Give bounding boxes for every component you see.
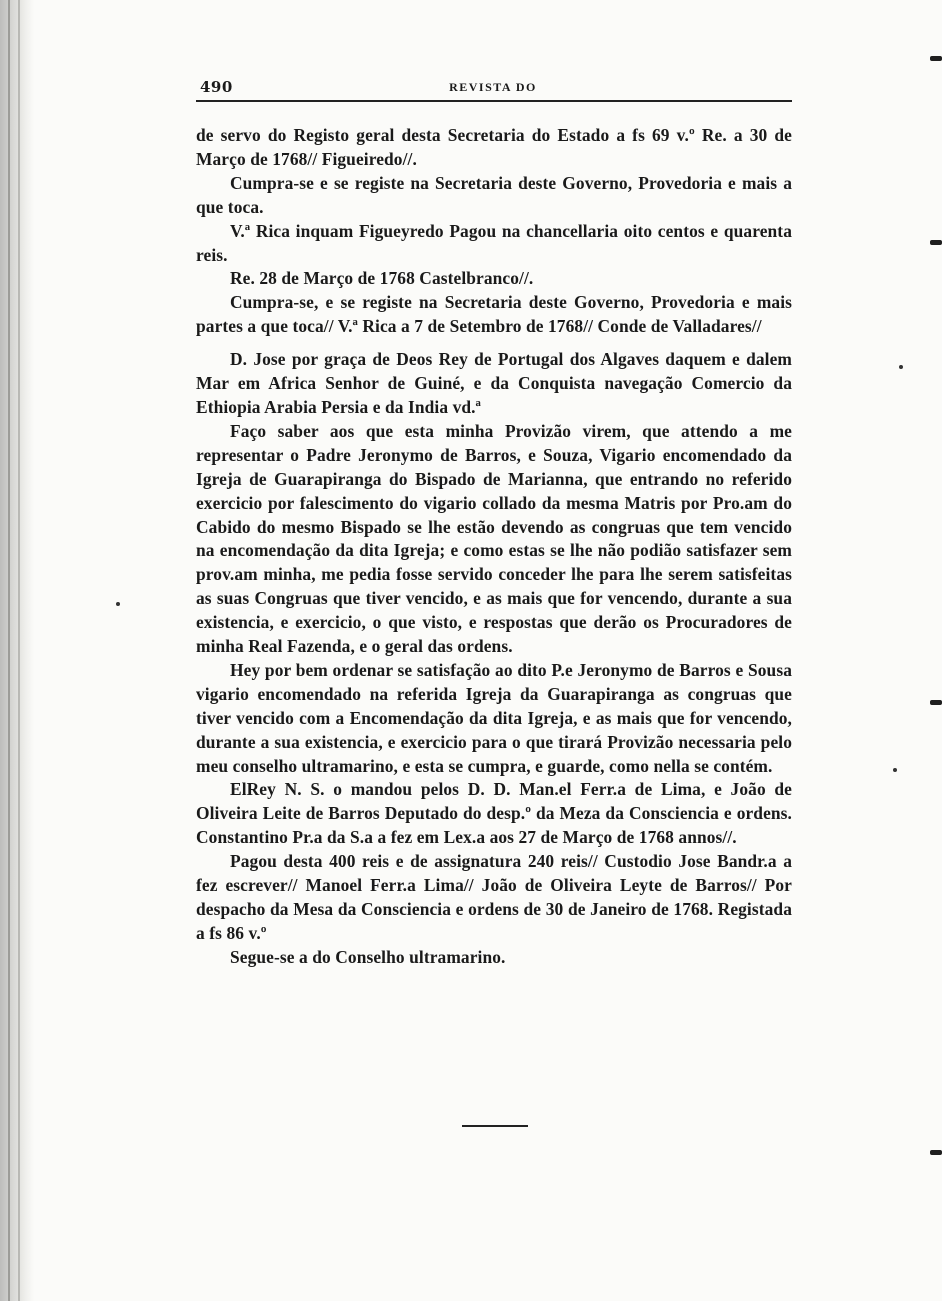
paragraph: Segue-se a do Conselho ultramarino. — [230, 946, 506, 967]
running-head: REVISTA DO — [449, 80, 537, 94]
scan-edge-mark — [930, 1150, 942, 1155]
scan-speck — [893, 768, 897, 772]
header-rule — [196, 100, 792, 102]
page-number: 490 — [200, 78, 233, 96]
paragraph: Faço saber aos que esta minha Provizão virem, que attendo a me representar o Padre Jeronymo de Barros, e Souza, Vigario encomendado da Igreja de Guarapiranga do Bispado de Marianna, que entrando no referido exercicio por falescimento do vigario collado da mesma Matris por Pro.am do Cabido do mesmo Bispado se lhe estão devendo as congruas que tem vencido na encomendação da dita Igreja; e como estas se lhe não podião satisfazer sem prov.am minha, me pedia fosse servido conceder lhe para lhe serem satisfeitas as suas Congruas que tiver vencido, e as mais que for vencendo, durante a sua existencia, e exercicio, o que visto, e respostas que derão os Procuradores de minha Real Fazenda, e o geral das ordens. — [196, 420, 792, 657]
page-binding-shadow — [0, 0, 34, 1301]
scan-edge-mark — [930, 700, 942, 705]
paragraph: Pagou desta 400 reis e de assignatura 240 reis// Custodio Jose Bandr.a a fez escrever// Manoel Ferr.a Lima// João de Oliveira Leyte de Barros// Por despacho da Mesa da Consciencia e ordens de 30 de Janeiro de 1768. Registada a fs 86 v.º — [196, 851, 792, 943]
paragraph: Re. 28 de Março de 1768 Castelbranco//. — [230, 268, 534, 289]
page-header — [196, 78, 790, 100]
scan-edge-mark — [930, 240, 942, 245]
end-rule — [462, 1125, 528, 1127]
document-body — [196, 124, 792, 970]
scan-speck — [899, 365, 903, 369]
paragraph: Cumpra-se e se registe na Secretaria deste Governo, Provedoria e mais a que toca. — [196, 172, 792, 217]
binding-edge-line — [8, 0, 10, 1301]
paragraph: V.ª Rica inquam Figueyredo Pagou na chancellaria oito centos e quarenta reis. — [196, 220, 792, 265]
binding-edge-line — [18, 0, 20, 1301]
paragraph: Hey por bem ordenar se satisfação ao dito P.e Jeronymo de Barros e Sousa vigario encomendado na referida Igreja da Guarapiranga as congruas que tiver vencido com a Encomendação da dita Igreja, e as mais que for vencendo, durante a sua existencia, e exercicio para o que tirará Provizão necessaria pelo meu conselho ultramarino, e esta se cumpra, e guarde, como nella se contém. — [196, 659, 792, 776]
paragraph: D. Jose por graça de Deos Rey de Portugal dos Algaves daquem e dalem Mar em Africa Senhor de Guiné, e da Conquista navegação Comercio da Ethiopia Arabia Persia e da India vd.ª — [196, 349, 792, 417]
scan-speck — [116, 602, 120, 606]
paragraph: Cumpra-se, e se registe na Secretaria deste Governo, Provedoria e mais partes a que toca// V.ª Rica a 7 de Setembro de 1768// Conde de Valladares// — [196, 292, 792, 337]
scan-edge-mark — [930, 56, 942, 61]
paragraph: de servo do Registo geral desta Secretaria do Estado a fs 69 v.º Re. a 30 de Março de 1768// Figueiredo//. — [196, 125, 792, 169]
paragraph: ElRey N. S. o mandou pelos D. D. Man.el Ferr.a de Lima, e João de Oliveira Leite de Barros Deputado do desp.º da Meza da Consciencia e ordens. Constantino Pr.a da S.a a fez em Lex.a aos 27 de Março de 1768 annos//. — [196, 779, 792, 848]
